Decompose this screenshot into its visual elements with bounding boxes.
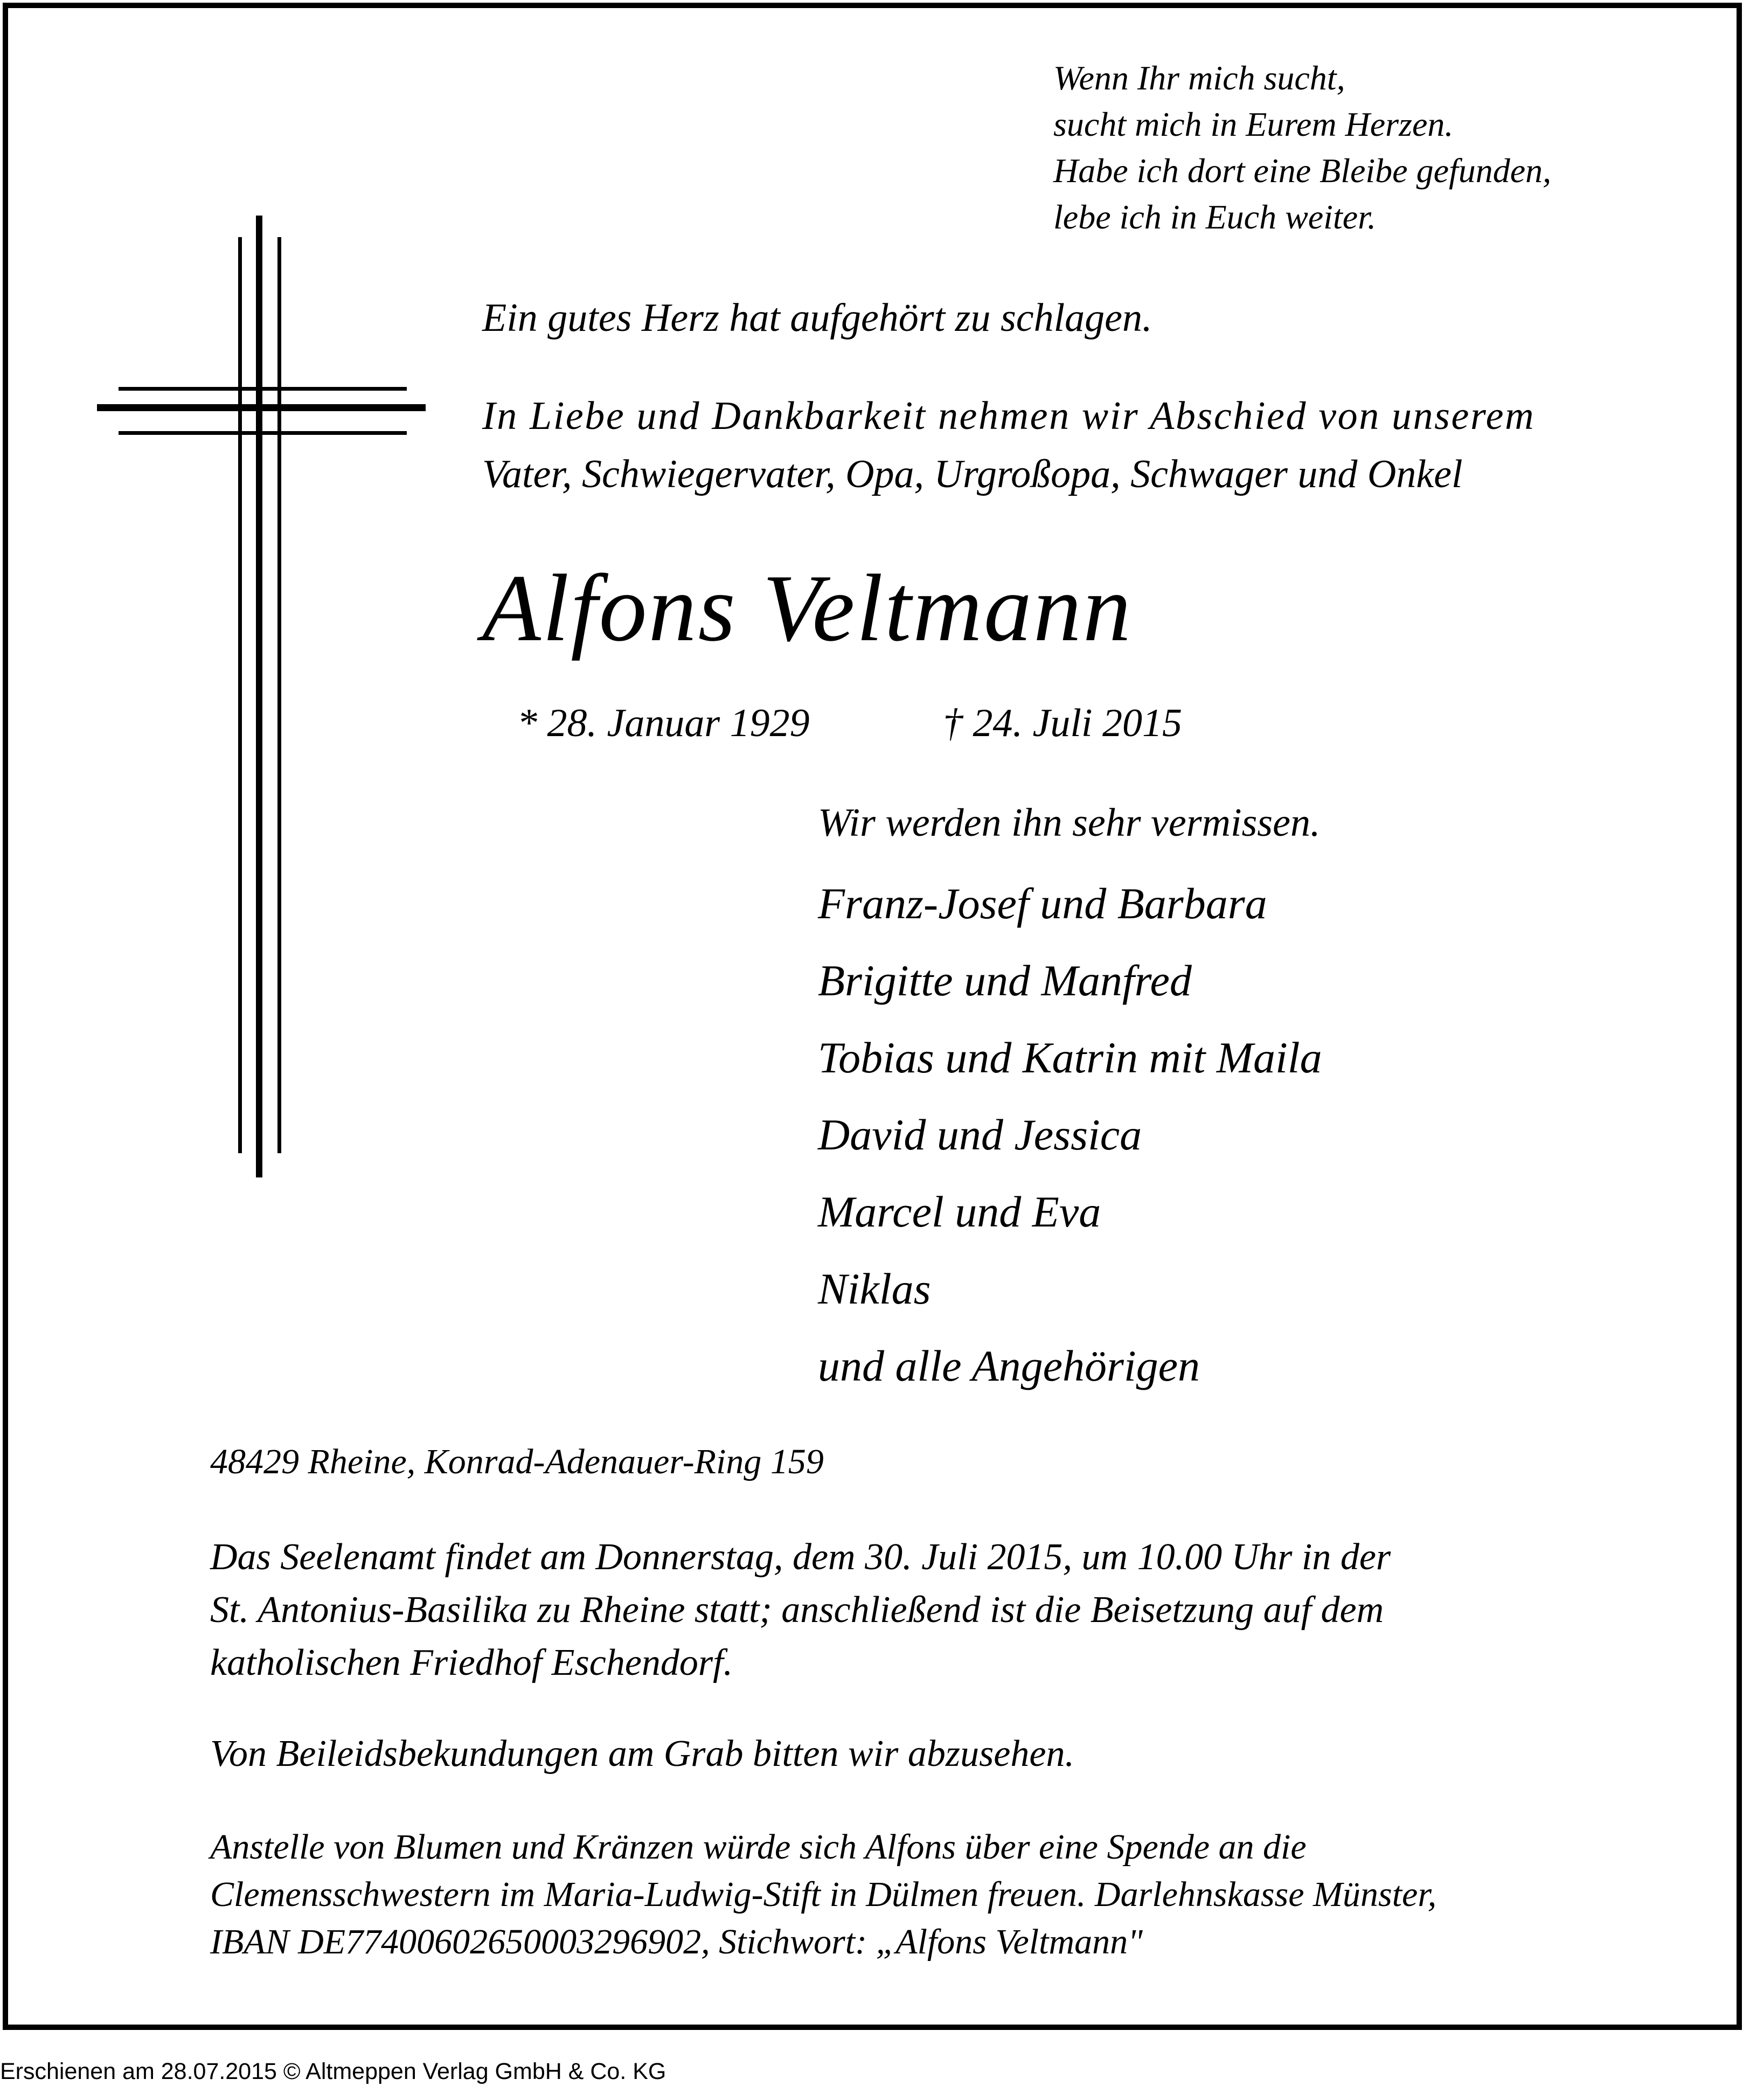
poem-line-3: Habe ich dort eine Bleibe gefunden, (1053, 151, 1552, 190)
poem-line-2: sucht mich in Eurem Herzen. (1053, 105, 1454, 143)
mourner-6: Niklas (818, 1264, 931, 1313)
mourner-1: Franz-Josef und Barbara (818, 879, 1267, 928)
address: 48429 Rheine, Konrad-Adenauer-Ring 159 (210, 1442, 824, 1481)
mourner-4: David und Jessica (818, 1110, 1142, 1159)
donation-line-3: IBAN DE77400602650003296902, Stichwort: „Alfons Veltmann" (210, 1922, 1143, 1962)
donation-line-2: Clemensschwestern im Maria-Ludwig-Stift in Dülmen freuen. Darlehnskasse Münster, (210, 1875, 1437, 1914)
poem-line-1: Wenn Ihr mich sucht, (1053, 59, 1345, 97)
poem-line-4: lebe ich in Euch weiter. (1053, 198, 1376, 236)
mourner-3: Tobias und Katrin mit Maila (818, 1033, 1322, 1082)
service-line-1: Das Seelenamt findet am Donnerstag, dem 30. Juli 2015, um 10.00 Uhr in der (210, 1536, 1391, 1578)
mourner-5: Marcel und Eva (818, 1187, 1101, 1236)
miss-line: Wir werden ihn sehr vermissen. (818, 801, 1321, 845)
condolence-note: Von Beileidsbekundungen am Grab bitten wir abzusehen. (210, 1733, 1074, 1775)
donation-line-1: Anstelle von Blumen und Kränzen würde sich Alfons über eine Spende an die (210, 1827, 1307, 1867)
death-date: † 24. Juli 2015 (943, 701, 1182, 745)
publication-footer: Erschienen am 28.07.2015 © Altmeppen Verlag GmbH & Co. KG (0, 2059, 666, 2084)
mourner-7: und alle Angehörigen (818, 1341, 1200, 1390)
birth-date: * 28. Januar 1929 (517, 701, 810, 745)
intro-line: Ein gutes Herz hat aufgehört zu schlagen. (482, 296, 1152, 340)
mourner-2: Brigitte und Manfred (818, 956, 1192, 1005)
service-line-3: katholischen Friedhof Eschendorf. (210, 1642, 733, 1683)
farewell-line-2: Vater, Schwiegervater, Opa, Urgroßopa, Schwager und Onkel (482, 452, 1463, 496)
deceased-name: Alfons Veltmann (482, 555, 1133, 661)
service-line-2: St. Antonius-Basilika zu Rheine statt; anschließend ist die Beisetzung auf dem (210, 1589, 1384, 1631)
farewell-line-1: In Liebe und Dankbarkeit nehmen wir Abschied von unserem (482, 394, 1536, 438)
